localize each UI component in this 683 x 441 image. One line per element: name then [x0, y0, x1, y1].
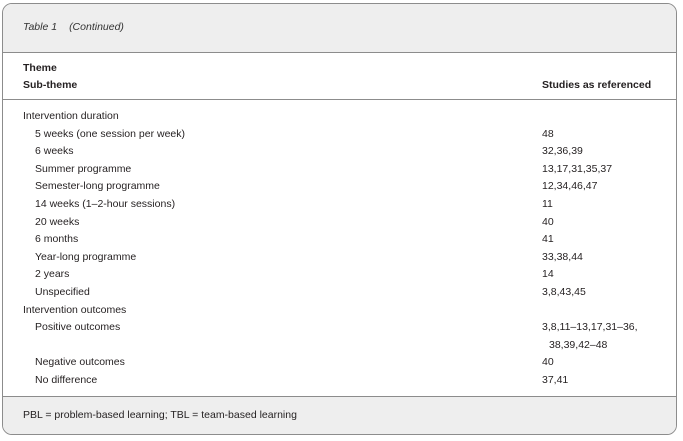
- column-header-subtheme: Sub-theme: [23, 79, 78, 91]
- table-footnote: PBL = problem-based learning; TBL = team-based learning: [23, 409, 297, 421]
- studies-cell: 40: [542, 356, 554, 369]
- subtheme-label: 5 weeks (one session per week): [35, 127, 185, 140]
- studies-cell: 12,34,46,47: [542, 180, 598, 193]
- subtheme-label: 20 weeks: [35, 215, 80, 228]
- studies-cell: 11: [542, 198, 553, 210]
- subtheme-label: No difference: [35, 374, 98, 386]
- subtheme-label: 6 weeks: [35, 145, 74, 158]
- subtheme-label: Year-long programme: [35, 250, 137, 263]
- subtheme-label: Summer programme: [35, 162, 132, 175]
- subtheme-label: 14 weeks (1–2-hour sessions): [35, 198, 176, 210]
- studies-cell: 40: [542, 215, 554, 228]
- studies-cell: 3,8,11–13,17,31–36,: [542, 321, 638, 334]
- studies-cell: 41: [542, 233, 554, 246]
- table-caption-band: [3, 4, 676, 53]
- studies-cell: 3,8,43,45: [542, 286, 586, 298]
- studies-cell: 14: [542, 268, 554, 281]
- theme-label: Intervention outcomes: [23, 303, 127, 316]
- subtheme-label: 6 months: [35, 233, 79, 246]
- subtheme-label: Negative outcomes: [35, 356, 125, 369]
- subtheme-label: Unspecified: [35, 286, 90, 298]
- column-header-studies: Studies as referenced: [542, 79, 652, 91]
- studies-cell-continued: 38,39,42–48: [549, 338, 608, 351]
- studies-cell: 33,38,44: [542, 250, 583, 263]
- studies-cell: 13,17,31,35,37: [542, 162, 613, 175]
- header-rule: [3, 99, 676, 100]
- table-continued: (Continued): [69, 21, 124, 33]
- studies-cell: 32,36,39: [542, 145, 583, 158]
- table-label: Table 1: [23, 21, 58, 33]
- table-frame: [2, 3, 677, 435]
- studies-cell: 48: [542, 127, 554, 140]
- studies-cell: 37,41: [542, 374, 569, 386]
- subtheme-label: Positive outcomes: [35, 321, 121, 334]
- theme-label: Intervention duration: [23, 110, 119, 122]
- table-caption: [23, 21, 124, 33]
- subtheme-label: Semester-long programme: [35, 180, 160, 193]
- subtheme-label: 2 years: [35, 268, 70, 281]
- column-header-theme: Theme: [23, 62, 57, 74]
